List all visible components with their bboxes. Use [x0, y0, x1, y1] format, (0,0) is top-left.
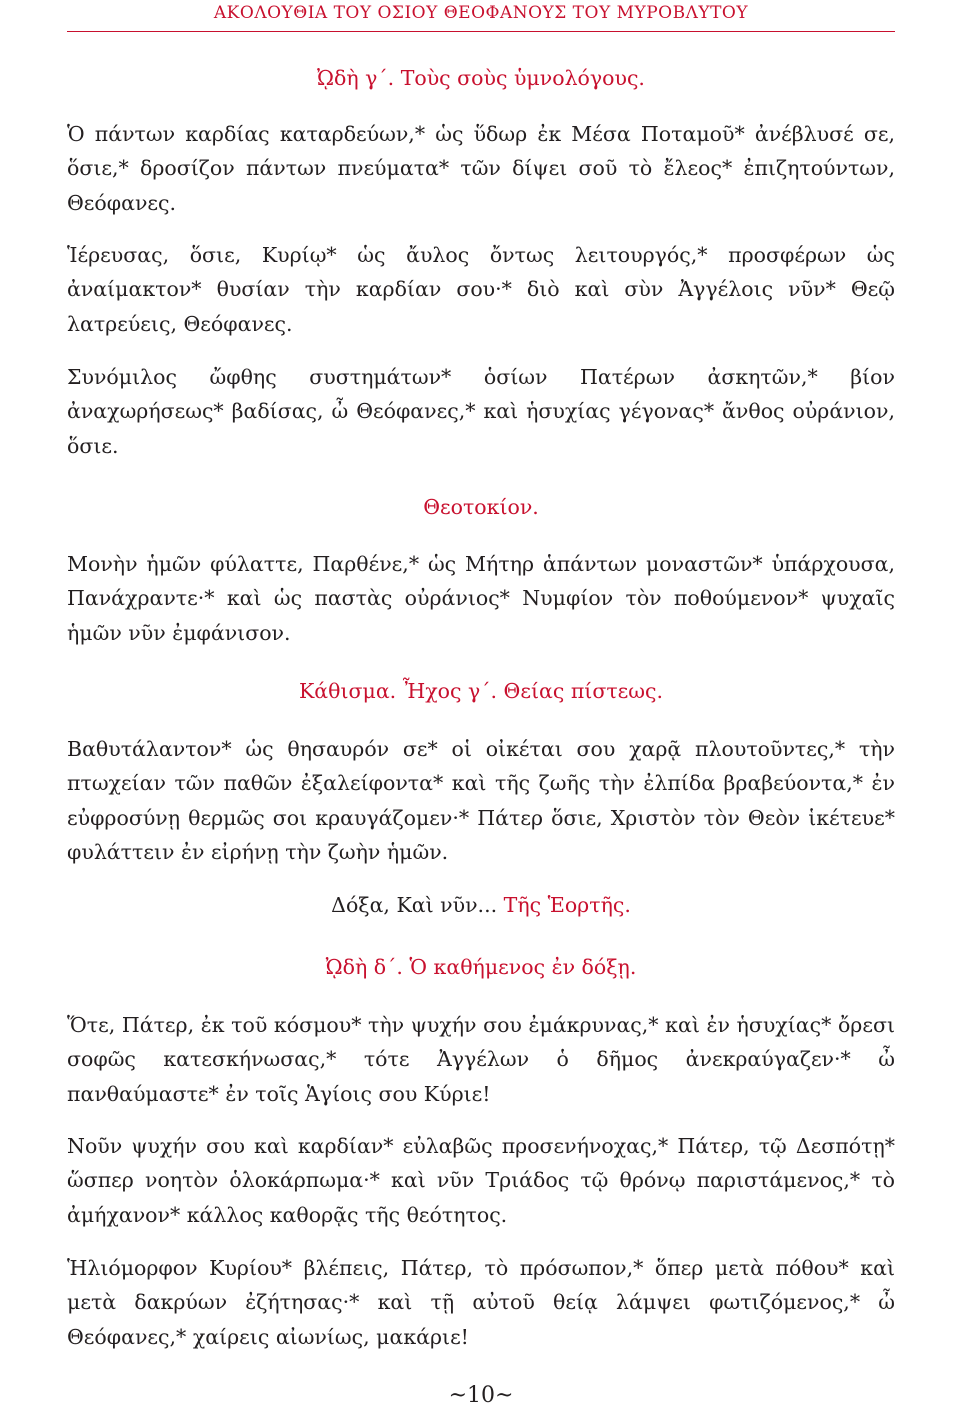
header-rule — [67, 31, 895, 32]
running-header: ΑΚΟΛΟΥΘΙΑ ΤΟΥ ΟΣΙΟΥ ΘΕΟΦΑΝΟΥΣ ΤΟΥ ΜΥΡΟΒΛΥΤΟΥ — [213, 3, 749, 23]
doxa-prefix: Δόξα, Καὶ νῦν... — [331, 893, 498, 917]
kathisma-text: Βαθυτάλαντον* ὡς θησαυρόν σε* οἱ οἰκέται σου χαρᾷ πλουτοῦντες,* τὴν πτωχείαν τῶν παθῶν ἐξαλείφοντα* καὶ τῆς ζωῆς τὴν ἐλπίδα βραβεύοντα,* ἐν εὐφροσύνῃ θερμῶς σοι κραυγάζομεν·* Πάτερ ὅσιε, Χριστὸν τὸν Θεὸν ἱκέτευε* φυλάττειν ἐν εἰρήνῃ τὴν ζωὴν ἡμῶν. — [67, 737, 895, 864]
doxa-line — [67, 888, 895, 922]
ode-3-troparion-1: Ὁ πάντων καρδίας καταρδεύων,* ὡς ὕδωρ ἐκ Μέσα Ποταμοῦ* ἀνέβλυσέ σε, ὅσιε,* δροσίζον πάντων πνεύματα* τῶν δίψει σοῦ τὸ ἔλεος* ἐπιζητούντων, Θεόφανες. — [67, 122, 895, 215]
doxa-feast: Τῆς Ἑορτῆς. — [503, 893, 631, 917]
theotokion-text: Μονὴν ἡμῶν φύλαττε, Παρθένε,* ὡς Μήτηρ ἁπάντων μοναστῶν* ὑπάρχουσα, Πανάχραντε·* καὶ ὡς παστὰς οὐράνιος* Νυμφίον τὸν ποθούμενον* ψυχαῖς ἡμῶν νῦν ἐμφάνισον. — [67, 552, 895, 645]
ode-3-troparion-2: Ἱέρευσας, ὅσιε, Κυρίῳ* ὡς ἄυλος ὄντως λειτουργός,* προσφέρων ὡς ἀναίμακτον* θυσίαν τὴν καρδίαν σου·* διὸ καὶ σὺν Ἀγγέλοις νῦν* Θεῷ λατρεύεις, Θεόφανες. — [67, 243, 895, 336]
ode-4-troparion-1: Ὅτε, Πάτερ, ἐκ τοῦ κόσμου* τὴν ψυχήν σου ἐμάκρυνας,* καὶ ἐν ἡσυχίας* ὄρεσι σοφῶς κατεσκήνωσας,* τότε Ἀγγέλων ὁ δῆμος ἀνεκραύγαζεν·* ὦ πανθαύμαστε* ἐν τοῖς Ἁγίοις σου Κύριε! — [67, 1013, 895, 1106]
ode-4-troparion-2: Νοῦν ψυχήν σου καὶ καρδίαν* εὐλαβῶς προσενήνοχας,* Πάτερ, τῷ Δεσπότῃ* ὥσπερ νοητὸν ὁλοκάρπωμα·* καὶ νῦν Τριάδος τῷ θρόνῳ παριστάμενος,* τὸ ἀμήχανον* κάλλος καθορᾷς τῆς θεότητος. — [67, 1134, 895, 1227]
page-number: ~10~ — [448, 1383, 514, 1408]
kathisma-heading: Κάθισμα. Ἦχος γ΄. Θείας πίστεως. — [298, 679, 663, 703]
ode-4-heading: ᾨδὴ δ΄. Ὁ καθήμενος ἐν δόξῃ. — [325, 955, 637, 979]
ode-3-troparion-3: Συνόμιλος ὤφθης συστημάτων* ὁσίων Πατέρων ἀσκητῶν,* βίον ἀναχωρήσεως* βαδίσας, ὦ Θεόφανες,* καὶ ἡσυχίας γέγονας* ἄνθος οὐράνιον, ὅσιε. — [67, 365, 895, 458]
ode-4-troparion-3: Ἡλιόμορφον Κυρίου* βλέπεις, Πάτερ, τὸ πρόσωπον,* ὅπερ μετὰ πόθου* καὶ μετὰ δακρύων ἐζήτησας·* καὶ τῇ αὐτοῦ θείᾳ λάμψει φωτιζόμενος,* ὦ Θεόφανες,* χαίρεις αἰωνίως, μακάριε! — [67, 1256, 895, 1349]
theotokion-heading: Θεοτοκίον. — [423, 495, 539, 519]
ode-3-heading: ᾨδὴ γ΄. Τοὺς σοὺς ὑμνολόγους. — [317, 66, 645, 90]
